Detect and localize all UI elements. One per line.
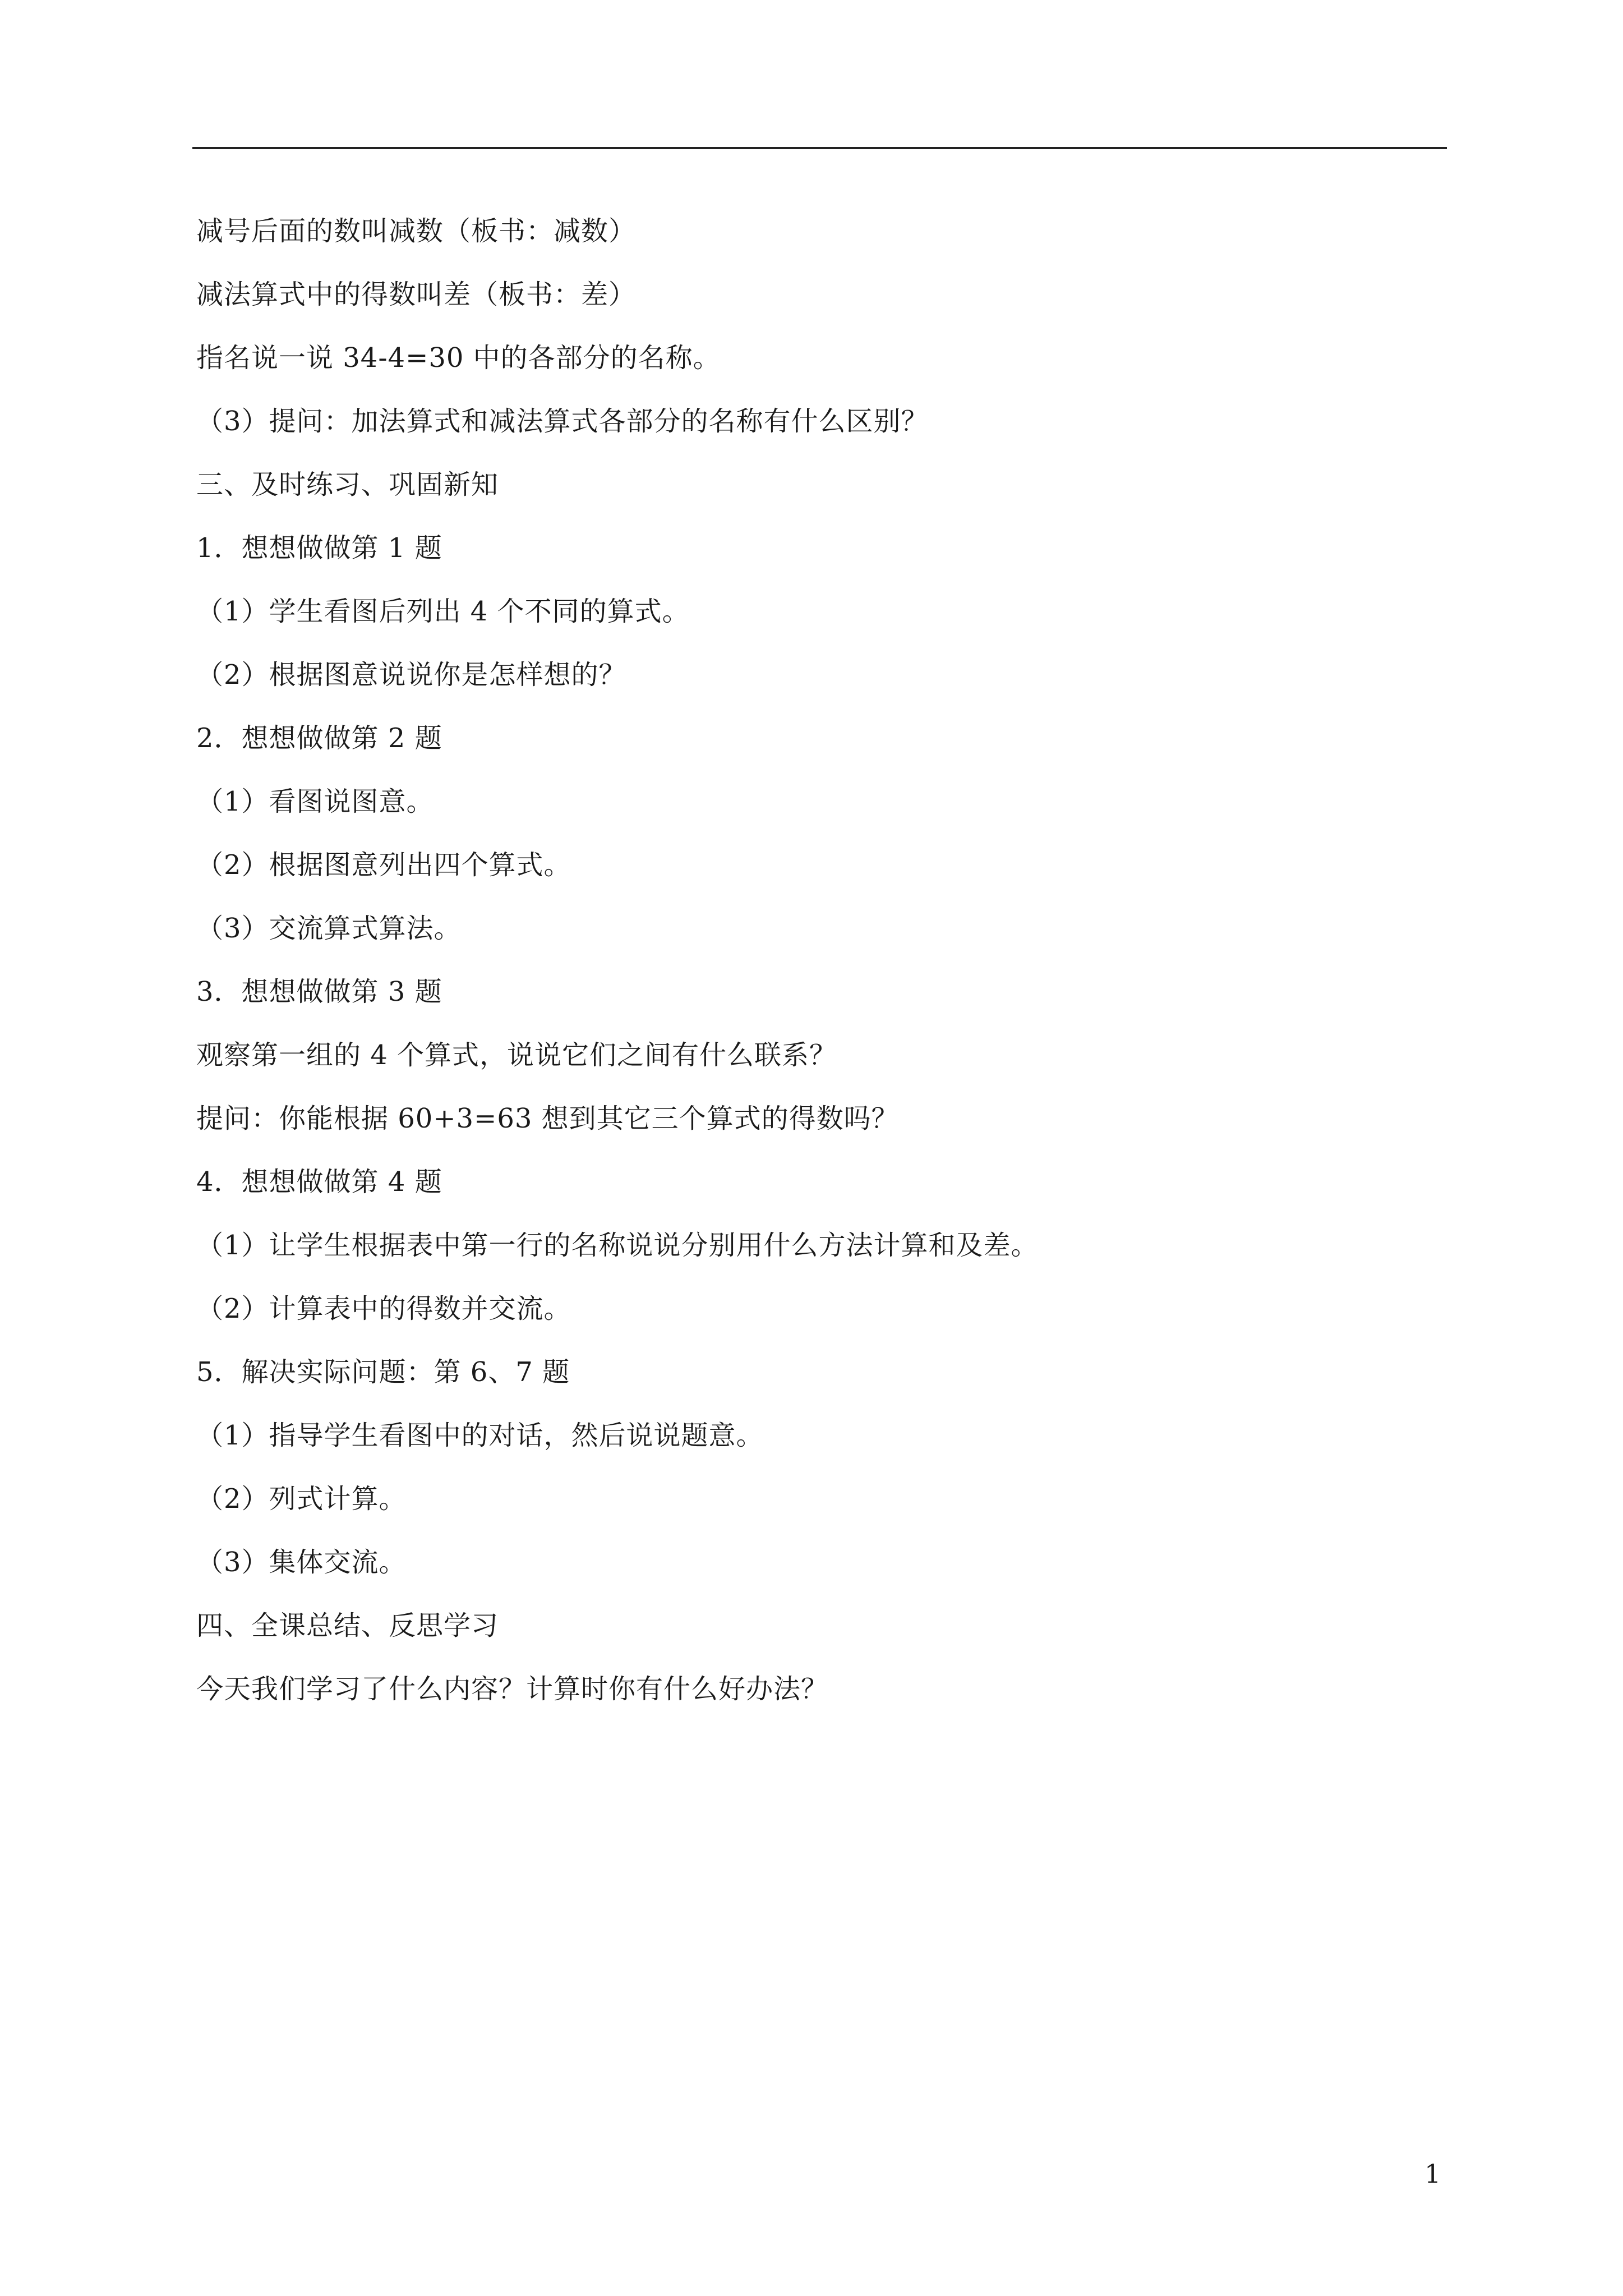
text-line: （2）根据图意列出四个算式。 [196, 849, 571, 881]
text-line: 今天我们学习了什么内容？计算时你有什么好办法？ [196, 1673, 829, 1705]
text-line: （3）交流算式算法。 [196, 913, 462, 944]
section-heading: 三、及时练习、巩固新知 [196, 469, 499, 500]
text-line: （1）让学生根据表中第一行的名称说说分别用什么方法计算和及差。 [196, 1230, 1039, 1261]
text-line: （1）看图说图意。 [196, 786, 434, 817]
text-line: 2．想想做做第 2 题 [196, 723, 442, 754]
text-line: 提问：你能根据 60+3=63 想到其它三个算式的得数吗？ [196, 1103, 899, 1134]
text-line: 5．解决实际问题：第 6、7 题 [196, 1356, 570, 1388]
text-line: （1）学生看图后列出 4 个不同的算式。 [196, 596, 690, 627]
document-body [196, 215, 1447, 1737]
text-line: 指名说一说 34-4=30 中的各部分的名称。 [196, 342, 721, 374]
text-line: （2）计算表中的得数并交流。 [196, 1293, 571, 1324]
text-line: 1．想想做做第 1 题 [196, 532, 442, 564]
text-line: 观察第一组的 4 个算式，说说它们之间有什么联系？ [196, 1039, 837, 1071]
text-line: 4．想想做做第 4 题 [196, 1166, 442, 1198]
text-line: （2）根据图意说说你是怎样想的？ [196, 659, 626, 691]
page-number: 1 [1424, 2159, 1441, 2189]
text-line: 减法算式中的得数叫差（板书：差） [196, 279, 637, 310]
text-line: （2）列式计算。 [196, 1483, 407, 1515]
section-heading: 四、全课总结、反思学习 [196, 1610, 499, 1641]
text-line: 减号后面的数叫减数（板书：减数） [196, 215, 637, 247]
text-line: （3）集体交流。 [196, 1547, 407, 1578]
header-rule [192, 147, 1447, 149]
text-line: （3）提问：加法算式和减法算式各部分的名称有什么区别？ [196, 406, 929, 437]
text-line: （1）指导学生看图中的对话，然后说说题意。 [196, 1420, 764, 1451]
text-line: 3．想想做做第 3 题 [196, 976, 442, 1007]
